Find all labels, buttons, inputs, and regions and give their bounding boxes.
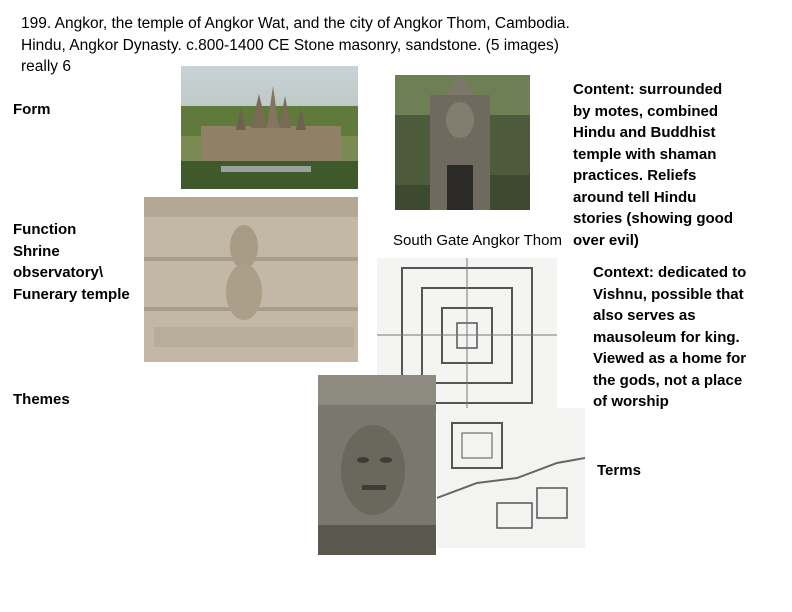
function-label: Function Shrine observatory\ Funerary temple: [13, 221, 130, 303]
angkor-wat-aerial-photo: [181, 66, 358, 189]
themes-label: Themes: [13, 391, 70, 408]
terms-label: Terms: [597, 462, 641, 479]
bas-relief-photo: [144, 197, 358, 362]
bayon-face-tower-photo: [318, 375, 436, 555]
south-gate-caption: South Gate Angkor Thom: [393, 232, 562, 249]
angkor-thom-map-drawing: [437, 408, 585, 548]
content-text: Content: surrounded by motes, combined Hindu and Buddhist temple with shaman practices. Reliefs around tell Hindu stories (showing good over evil): [573, 81, 733, 249]
context-text: Context: dedicated to Vishnu, possible that also serves as mausoleum for king. Viewed as a home for the gods, not a place of worship: [593, 264, 747, 410]
south-gate-angkor-thom-photo: [395, 75, 530, 210]
slide-title: 199. Angkor, the temple of Angkor Wat, and the city of Angkor Thom, Cambodia. Hindu, Angkor Dynasty. c.800-1400 CE Stone masonry, sandstone. (5 images) really 6: [21, 15, 570, 75]
form-label: Form: [13, 101, 51, 118]
